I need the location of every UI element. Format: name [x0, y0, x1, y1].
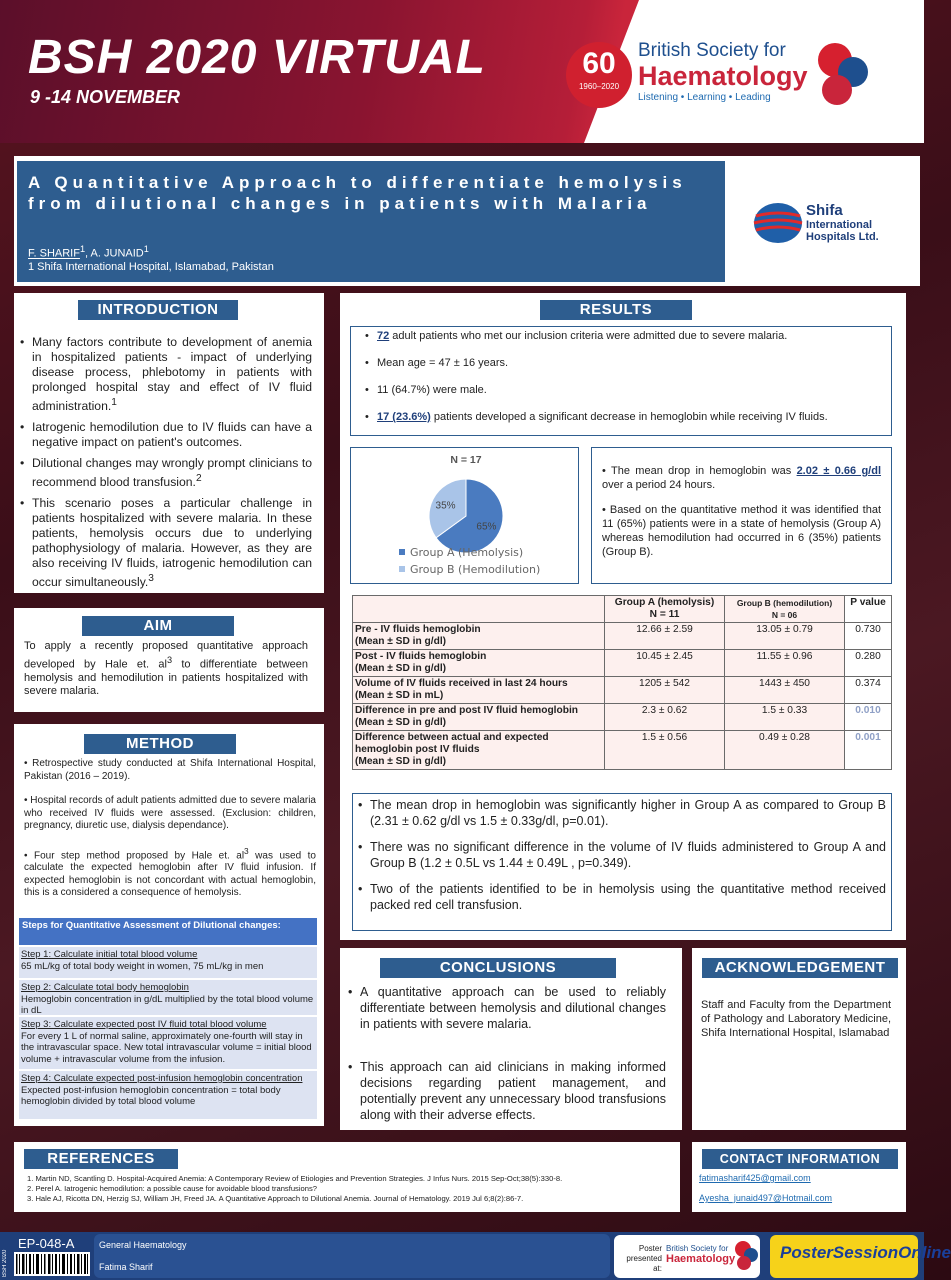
bsh-name-line2: Haematology	[638, 61, 808, 91]
shifa-line1: Shifa	[806, 202, 843, 219]
bsh-footer-icon	[734, 1240, 758, 1272]
reference-item: 1. Martin ND, Scantling D. Hospital-Acquired Anemia: A Contemporary Review of Etiologies and Prevention Strategies. J Infus Nurs. 2015 Sep-Oct;38(5):330-8.	[27, 1174, 563, 1183]
contact-heading: CONTACT INFORMATION	[702, 1149, 898, 1169]
anniversary-years: 1960–2020	[578, 82, 620, 91]
intro-item: • Iatrogenic hemodilution due to IV fluids can have a negative impact on patient's outcomes.	[20, 420, 312, 450]
intro-item: • This scenario poses a particular challenge in patients hospitalized with severe malaria. In these patients, hemolysis occurs due to underlying pathophysiology of malaria. However, as they are also receiving IV fluids, iatrogenic hemodilution can occur simultaneously.$^3$	[20, 496, 312, 590]
table-row: Volume of IV fluids received in last 24 hours (Mean ± SD in mL) 1205 ± 542 1443 ± 450 0.374	[353, 677, 892, 704]
acknowledgement-heading: ACKNOWLEDGEMENT	[702, 958, 898, 978]
authors	[28, 244, 149, 260]
findings-box	[352, 793, 892, 931]
conclusions-heading: CONCLUSIONS	[380, 958, 616, 978]
intro-item: • Dilutional changes may wrongly prompt clinicians to recommend blood transfusion.$^2$	[20, 456, 312, 490]
conclusion-item: • A quantitative approach can be used to reliably differentiate between hemolysis and dilutional changes in patients with severe malaria.	[348, 984, 666, 1032]
results-heading: RESULTS	[540, 300, 692, 320]
conference-title: BSH 2020 VIRTUAL	[28, 31, 486, 84]
author-1-sup: 1	[79, 244, 86, 254]
contact-list	[699, 1172, 899, 1212]
poster-session-online-wordmark: PosterSessionOnline	[780, 1243, 951, 1262]
legend-label: Group A (Hemolysis)	[410, 546, 524, 559]
result-item: • 72 adult patients who met our inclusion criteria were admitted due to severe malaria.	[365, 330, 877, 342]
poster-title: A Quantitative Approach to differentiate hemolysis from dilutional changes in patients with Malaria	[28, 173, 687, 213]
results-table	[352, 595, 892, 770]
introduction-list	[20, 335, 312, 596]
chart-title: N = 17	[450, 454, 482, 466]
shifa-wordmark	[806, 203, 879, 243]
conclusion-item: • This approach can aid clinicians in making informed decisions regarding patient management, and potentially prevent any unnecessary blood transfusions along with their adverse effects.	[348, 1059, 666, 1123]
method-heading: METHOD	[84, 734, 236, 754]
result-item: • 11 (64.7%) were male.	[365, 384, 877, 396]
contact-email-link[interactable]: fatimasharif425@gmail.com	[699, 1173, 811, 1183]
table-row: Difference between actual and expected hemoglobin post IV fluids (Mean ± SD in g/dl) 1.5 ± 0.56 0.49 ± 0.28 0.001	[353, 731, 892, 770]
legend-label: Group B (Hemodilution)	[410, 563, 541, 576]
table-header-row: Group A (hemolysis) N = 11 Group B (hemodilution) N = 06 P value	[353, 596, 892, 623]
introduction-heading: INTRODUCTION	[78, 300, 238, 320]
result-item: • Mean age = 47 ± 16 years.	[365, 357, 877, 369]
author-1: F. SHARIF	[28, 247, 80, 260]
poster-category: General Haematology	[99, 1240, 187, 1250]
reference-item: 2. Perel A. Iatrogenic hemodilution: a possible cause for avoidable blood transfusions?	[27, 1184, 318, 1193]
bsh-name-line1: British Society for	[638, 40, 786, 61]
pie-slice-label: 65%	[476, 521, 497, 533]
bsh-logo-icon	[815, 38, 870, 108]
reference-item: 3. Hale AJ, Ricotta DN, Herzig SJ, William JH, Freed JA. A Quantitative Approach to Dilutional Anemia. Journal of Hematology. 2019 Jul 6;8(2):86-7.	[27, 1194, 524, 1203]
results-summary	[350, 326, 892, 436]
pie-chart-panel	[350, 447, 579, 584]
method-para: • Hospital records of adult patients admitted due to severe malaria who received IV fluids were assessed. (Exclusion: children, pregnancy, diuretic use, dialysis dependance).	[24, 795, 316, 831]
barcode-icon	[14, 1252, 90, 1276]
author-2-sup: 1	[143, 244, 149, 254]
aim-heading: AIM	[82, 616, 234, 636]
legend-swatch	[399, 549, 405, 555]
references-list	[27, 1174, 677, 1204]
finding-item: • There was no significant difference in the volume of IV fluids administered to Group A and Group B (1.2 ± 0.5L vs 1.44 ± 0.49L , p=0.349).	[358, 839, 886, 871]
acknowledgement-text: Staff and Faculty from the Department of Pathology and Laboratory Medicine, Shifa International Hospital, Islamabad	[701, 999, 891, 1039]
bsh-wordmark	[638, 40, 808, 103]
legend-swatch	[399, 566, 405, 572]
table-row: Post - IV fluids hemoglobin (Mean ± SD in g/dl) 10.45 ± 2.45 11.55 ± 0.96 0.280	[353, 650, 892, 677]
affiliation: 1 Shifa International Hospital, Islamabad, Pakistan	[28, 261, 274, 273]
result-item: • 17 (23.6%) patients developed a significant decrease in hemoglobin while receiving IV fluids.	[365, 411, 877, 423]
method-para: • Four step method proposed by Hale et. $al^3$ was used to calculate the expected hemoglobin after IV fluid infusion. If expected hemoglobin is not concordant with actual hemoglobin, this is a considered a consequence of hemolysis.	[24, 845, 316, 899]
author-2: , A. JUNAID	[85, 247, 144, 260]
presented-at-label: Poster presented at:	[626, 1244, 662, 1273]
anniversary-number: 60	[582, 47, 616, 80]
shifa-line3: Hospitals Ltd.	[806, 231, 879, 243]
mean-drop-box	[591, 447, 892, 584]
conference-dates: 9 -14 NOVEMBER	[30, 87, 181, 107]
mean-drop-text: • The mean drop in hemoglobin was 2.02 ± 0.66 g/dl over a period 24 hours.	[602, 465, 882, 491]
poster-code: EP-048-A	[18, 1236, 75, 1251]
table-row: Pre - IV fluids hemoglobin (Mean ± SD in g/dl) 12.66 ± 2.59 13.05 ± 0.79 0.730	[353, 623, 892, 650]
step-row: Step 4: Calculate expected post-infusion hemoglobin concentration Expected post-infusion hemoglobin concentration = total body hemoglobin divided by total blood volume	[19, 1069, 317, 1119]
bsh-footer-wordmark: British Society for Haematology	[666, 1244, 736, 1265]
step-row: Step 2: Calculate total body hemoglobin Hemoglobin concentration in g/dL multiplied by the total blood volume in dL	[19, 978, 317, 1015]
pie-chart	[351, 448, 580, 585]
group-split-text: • Based on the quantitative method it was identified that 11 (65%) patients were in a state of hemolysis (Group A) whereas hemodilution had occurred in 6 (35%) patients (Group B).	[602, 504, 881, 558]
pie-slice-label: 35%	[435, 500, 456, 512]
anniversary-badge	[566, 42, 632, 108]
intro-item: • Many factors contribute to development of anemia in hospitalized patients - impact of underlying disease process, phlebotomy in patients with prolonged hospital stay and effect of IV fluid administration.$^1$	[20, 335, 312, 414]
contact-email-link[interactable]: Ayesha_junaid497@Hotmail.com	[699, 1193, 833, 1203]
table-row: Difference in pre and post IV fluid hemoglobin (Mean ± SD in g/dl) 2.3 ± 0.62 1.5 ± 0.33 0.010	[353, 704, 892, 731]
bsh-tagline: Listening • Learning • Leading	[638, 92, 771, 103]
references-heading: REFERENCES	[24, 1149, 178, 1169]
conclusions-list	[348, 984, 666, 1150]
presenting-author: Fatima Sharif	[99, 1262, 153, 1272]
finding-item: • The mean drop in hemoglobin was significantly higher in Group A as compared to Group B (2.31 ± 0.62 g/dl vs 1.5 ± 0.33g/dl, p=0.01).	[358, 797, 886, 829]
method-para: • Retrospective study conducted at Shifa International Hospital, Pakistan (2016 – 2019).	[24, 758, 316, 782]
steps-heading: Steps for Quantitative Assessment of Dilutional changes:	[19, 918, 317, 945]
footer-side-label: BSH 2020	[2, 1249, 8, 1277]
method-text	[24, 758, 316, 912]
steps-table	[19, 918, 317, 1119]
finding-item: • Two of the patients identified to be in hemolysis using the quantitative method received packed red cell transfusion.	[358, 881, 886, 913]
shifa-line2: International	[806, 219, 873, 231]
step-row: Step 1: Calculate initial total blood volume 65 mL/kg of total body weight in women, 75 mL/kg in men	[19, 945, 317, 978]
aim-text: To apply a recently proposed quantitative approach developed by Hale et. $al^3$ to differentiate between hemolysis and hemodilution in patients hospitalized with severe malaria.	[24, 640, 309, 698]
step-row: Step 3: Calculate expected post IV fluid total blood volume For every 1 L of normal saline, approximately one-fourth will stay in the intravascular space. New total intravascular volume = initial blood volume + intravascular volume from the infusion.	[19, 1015, 317, 1069]
